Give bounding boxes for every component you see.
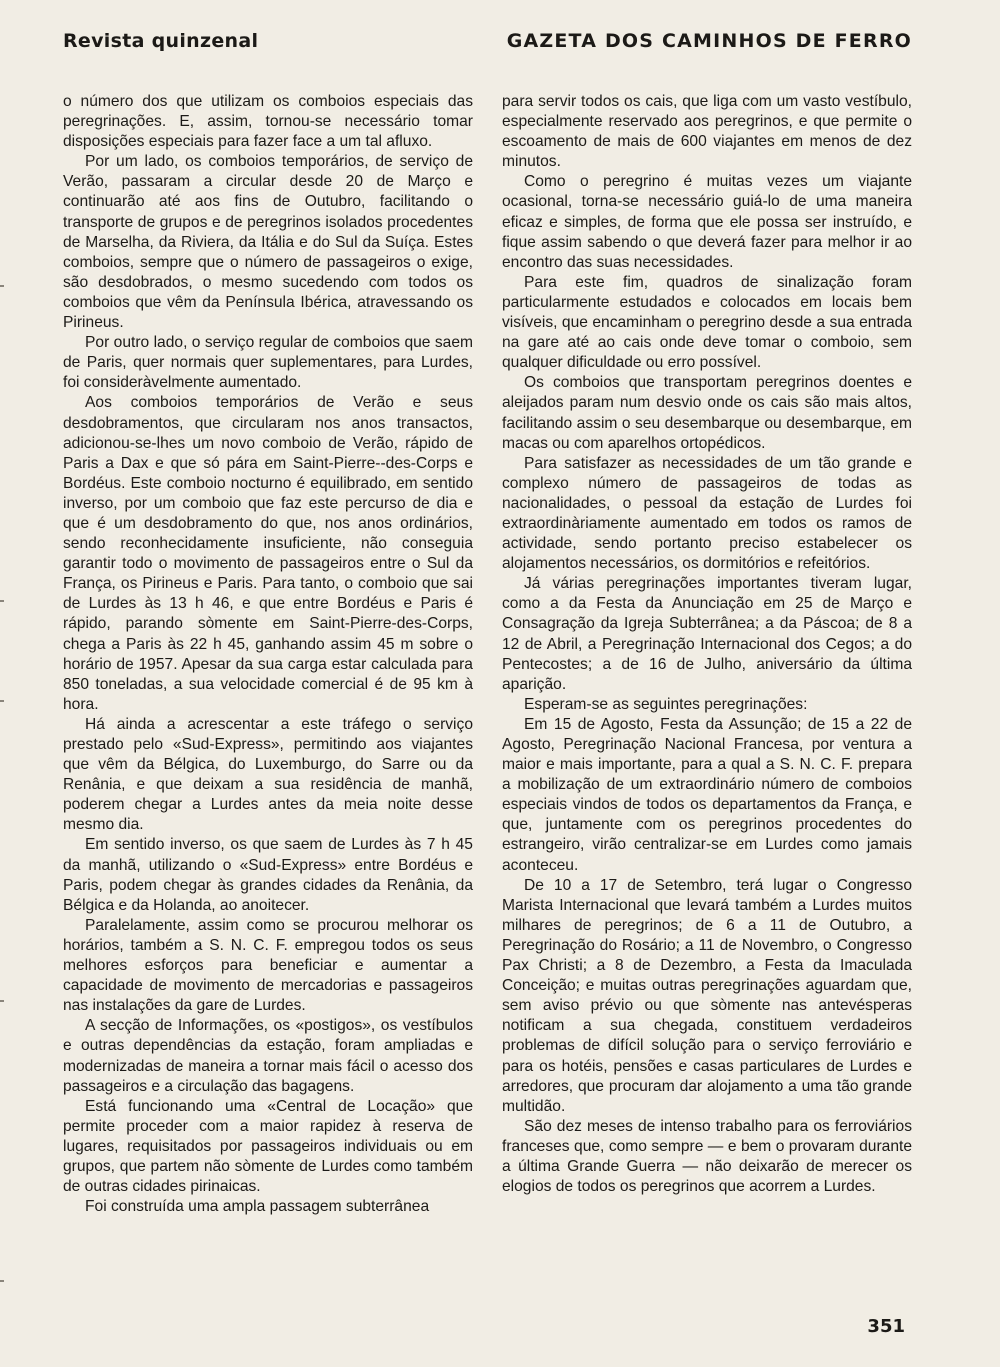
paragraph: Como o peregrino é muitas vezes um viajante ocasional, torna-se necessário guiá-lo de uma maneira eficaz e simples, de forma que ele possa ser instruído, e fique assim sabendo o que deverá fazer para melhor ir ao encontro das suas necessidades. — [502, 173, 912, 271]
paragraph: Em sentido inverso, os que saem de Lurdes às 7 h 45 da manhã, utilizando o «Sud-Express» entre Bordéus e Paris, podem chegar às grandes cidades da Renânia, da Bélgica e da Holanda, ao anoitecer. — [63, 836, 473, 914]
binding-edge-marks — [0, 0, 6, 1367]
paragraph: Há ainda a acrescentar a este tráfego o serviço prestado pelo «Sud-Express», permitindo aos viajantes que vêm da Bélgica, do Luxemburgo, do Sarre ou da Renânia, e que deixam a sua residência de manhã, poderem chegar a Lurdes antes da meia noite desse mesmo dia. — [63, 715, 473, 834]
paragraph: Está funcionando uma «Central de Locação» que permite proceder com a maior rapidez à reserva de lugares, requisitados por passageiros individuais ou em grupos, que partem não sòmente de Lurdes como também de outras cidades pirinaicas. — [63, 1097, 473, 1196]
paragraph: A secção de Informações, os «postigos», os vestíbulos e outras dependências da estação, foram ampliadas e modernizadas de maneira a tornar mais fácil o acesso dos passageiros e a circulação das bagagens. — [63, 1017, 473, 1095]
left-column — [63, 92, 473, 1217]
paragraph: Paralelamente, assim como se procurou melhorar os horários, também a S. N. C. F. empregou todos os seus melhores esforços para beneficiar e aumentar a capacidade de movimento de mercadorias e passageiros nas instalações da gare de Lurdes. — [63, 916, 473, 1015]
paragraph: Os comboios que transportam peregrinos doentes e aleijados param num desvio onde os cais são mais altos, facilitando assim o seu desembarque ou desembarque, em macas ou com aparelhos ortopédicos. — [502, 374, 912, 452]
paragraph: Aos comboios temporários de Verão e seus desdobramentos, que circularam nos anos transactos, adicionou-se-lhes um novo comboio de Verão, rápido de Paris a Dax e que só pára em Saint-Pierre--des-Corps e Bordéus. Este comboio nocturno é equilibrado, em sentido inverso, por um comboio que faz este percurso de dia e que é um desdobramento do que, nos anos ordinários, sendo reconhecidamente insuficiente, não conseguia garantir todo o movimento de passageiros entre o Sul da França, os Pirineus e Paris. Para tanto, o comboio que sai de Lurdes às 13 h 46, e que entre Bordéus e Paris é rápido, parando sòmente em Saint-Pierre-des-Corps, chega a Paris às 22 h 45, ganhando assim 45 m sobre o horário de 1957. Apesar da sua carga estar calculada para 850 toneladas, a sua velocidade comercial é de 95 km à hora. — [63, 394, 473, 713]
right-column — [502, 92, 912, 1197]
paragraph: Já várias peregrinações importantes tiveram lugar, como a da Festa da Anunciação em 25 de Março e Consagração da Igreja Subterrânea; a da Páscoa; de 8 a 12 de Abril, a Peregrinação Internacional dos Cegos; a do Pentecostes; a de 16 de Julho, aniversário da última aparição. — [502, 575, 912, 693]
paragraph: Foi construída uma ampla passagem subterrânea — [85, 1198, 430, 1216]
header-magazine-title: GAZETA DOS CAMINHOS DE FERRO — [506, 30, 912, 52]
page-number: 351 — [867, 1316, 905, 1337]
paragraph: De 10 a 17 de Setembro, terá lugar o Congresso Marista Internacional que levará também a Lurdes muitos milhares de peregrinos; de 6 a 11 de Outubro, a Peregrinação do Rosário; a 11 de Novembro, o Congresso Pax Christi; a 8 de Dezembro, a Festa da Imaculada Conceição; e muitas outras peregrinações aguardam que, sem aviso prévio ou que sòmente nas antevésperas notificam a sua chegada, constituem verdadeiros problemas de difícil solução para o serviço ferroviário e para os hotéis, pensões e casas particulares de Lurdes e arredores, que procuram dar alojamento a uma tão grande multidão. — [502, 876, 912, 1115]
paragraph: Em 15 de Agosto, Festa da Assunção; de 15 a 22 de Agosto, Peregrinação Nacional Francesa, por ventura a maior e mais importante, para a qual a S. N. C. F. prepara a mobilização de um extraordinário número de comboios especiais vindos de todos os departamentos da França, e que, juntamente com os peregrinos procedentes do estrangeiro, virão centralizar-se em Lurdes como jamais aconteceu. — [502, 715, 912, 874]
paragraph: São dez meses de intenso trabalho para os ferroviários franceses que, como sempre — e bem o provaram durante a última Grande Guerra — não deixarão de merecer os elogios de todos os peregrinos que acorrem a Lurdes. — [502, 1117, 912, 1196]
paragraph: para servir todos os cais, que liga com um vasto vestíbulo, especialmente reservado aos peregrinos, e que permite o escoamento de mais de 600 viajantes em menos de dez minutos. — [502, 93, 912, 171]
paragraph: Esperam-se as seguintes peregrinações: — [524, 695, 808, 713]
paragraph: Para satisfazer as necessidades de um tão grande e complexo número de passageiros de todas as nacionalidades, o pessoal da estação de Lurdes foi extraordinàriamente aumentado em todos os ramos de actividade, sendo portanto preciso estabelecer os alojamentos necessários, os dormitórios e refeitórios. — [502, 454, 912, 573]
paragraph: o número dos que utilizam os comboios especiais das peregrinações. E, assim, tornou-se necessário tomar disposições especiais para fazer face a um tal afluxo. — [63, 93, 473, 151]
paragraph: Por outro lado, o serviço regular de comboios que saem de Paris, quer normais quer suplementares, para Lurdes, foi consideràvelmente aumentado. — [63, 334, 473, 392]
paragraph: Por um lado, os comboios temporários, de serviço de Verão, passaram a circular desde 20 de Março e continuarão até aos fins de Outubro, facilitando o transporte de grupos e de peregrinos isolados procedentes de Marselha, da Riviera, da Itália e do Sul da Suíça. Estes comboios, sempre que o número de passageiros o exige, são desdobrados, o mesmo sucedendo com todos os comboios que vêm da Península Ibérica, atravessando os Pirineus. — [63, 153, 473, 332]
header-publication-frequency: Revista quinzenal — [63, 30, 259, 52]
paragraph: Para este fim, quadros de sinalização foram particularmente estudados e colocados em locais bem visíveis, que encaminham o peregrino desde a sua entrada na gare até ao cais onde deve tomar o comboio, sem qualquer dificuldade ou erro possível. — [502, 273, 912, 372]
